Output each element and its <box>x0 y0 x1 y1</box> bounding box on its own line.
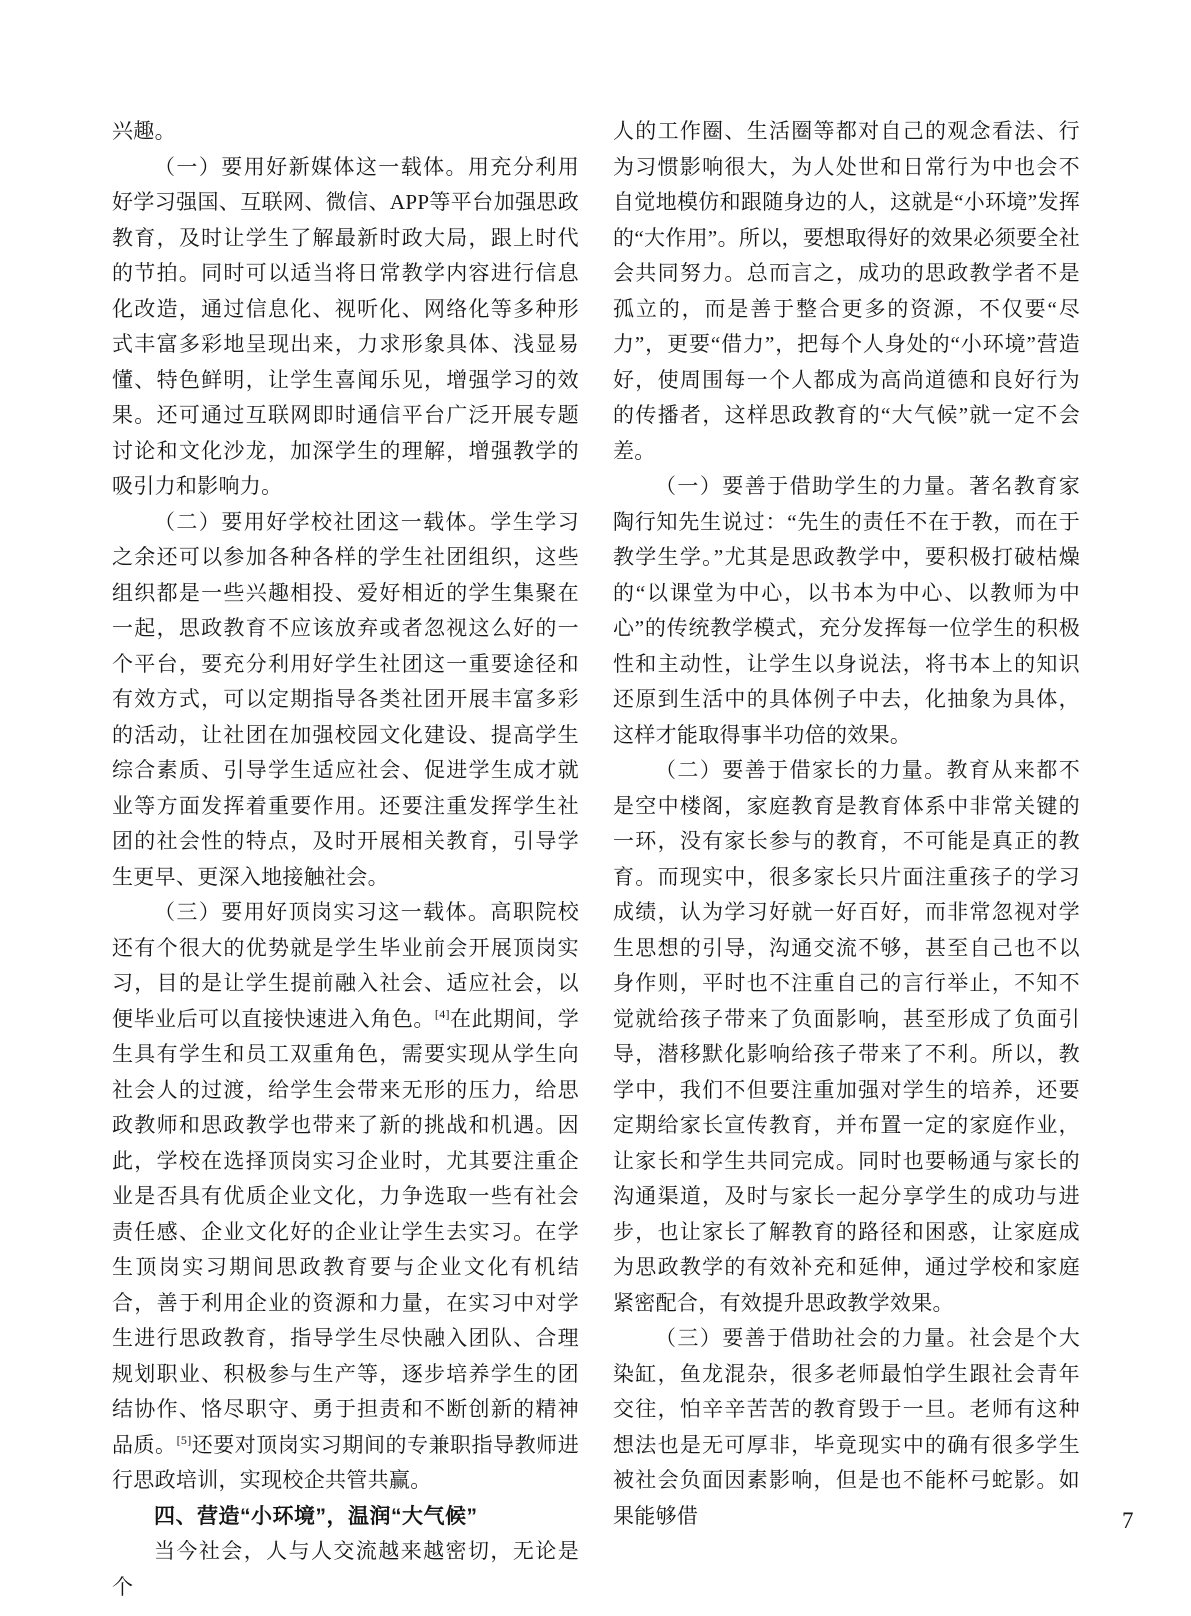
text-segment: （三）要用好顶岗实习这一载体。高职院校还有个很大的优势就是学生毕业前会开展顶岗实习，目的是让学生提前融入社会、适应社会，以便毕业后可以直接快速进入角色。 <box>112 900 579 1031</box>
text-segment: 还要对顶岗实习期间的专兼职指导教师进行思政培训，实现校企共管共赢。 <box>112 1432 579 1492</box>
paragraph-internship-carrier <box>112 895 579 1499</box>
paragraph-continuation: 兴趣。 <box>112 119 176 143</box>
left-column <box>112 114 579 1605</box>
paragraph-student-clubs-carrier: （二）要用好学校社团这一载体。学生学习之余还可以参加各种各样的学生社团组织，这些组织都是一些兴趣相投、爱好相近的学生集聚在一起，思政教育不应该放弃或者忽视这么好的一个平台，要充分利用好学生社团这一重要途径和有效方式，可以定期指导各类社团开展丰富多彩的活动，让社团在加强校园文化建设、提高学生综合素质、引导学生适应社会、促进学生成才就业等方面发挥着重要作用。还要注重发挥学生社团的社会性的特点，及时开展相关教育，引导学生更早、更深入地接触社会。 <box>112 509 579 889</box>
paragraph-borrow-society-power: （三）要善于借助社会的力量。社会是个大染缸，鱼龙混杂，很多老师最怕学生跟社会青年交往，怕辛辛苦苦的教育毁于一旦。老师有这种想法也是无可厚非，毕竟现实中的确有很多学生被社会负面因素影响，但是也不能杯弓蛇影。如果能够借 <box>613 1326 1080 1528</box>
paragraph-borrow-parent-power: （二）要善于借家长的力量。教育从来都不是空中楼阁，家庭教育是教育体系中非常关键的一环，没有家长参与的教育，不可能是真正的教育。而现实中，很多家长只片面注重孩子的学习成绩，认为学习好就一好百好，而非常忽视对学生思想的引导，沟通交流不够，甚至自己也不以身作则，平时也不注重自己的言行举止，不知不觉就给孩子带来了负面影响，甚至形成了负面引导，潜移默化影响给孩子带来了不利。所以，教学中，我们不但要注重加强对学生的培养，还要定期给家长宣传教育，并布置一定的家庭作业，让家长和学生共同完成。同时也要畅通与家长的沟通渠道，及时与家长一起分享学生的成功与进步，也让家长了解教育的路径和困惑，让家庭成为思政教学的有效补充和延伸，通过学校和家庭紧密配合，有效提升思政教学效果。 <box>613 758 1080 1315</box>
citation-ref-4: [4] <box>434 1006 450 1021</box>
paragraph-society-intro: 当今社会，人与人交流越来越密切，无论是个 <box>112 1539 579 1599</box>
text-segment: 在此期间，学生具有学生和员工双重角色，需要实现从学生向社会人的过渡，给学生会带来无形的压力，给思政教师和思政教学也带来了新的挑战和机遇。因此，学校在选择顶岗实习企业时，尤其要注重企业是否具有优质企业文化，力争选取一些有社会责任感、企业文化好的企业让学生去实习。在学生顶岗实习期间思政教育要与企业文化有机结合，善于利用企业的资源和力量，在实习中对学生进行思政教育，指导学生尽快融入团队、合理规划职业、积极参与生产等，逐步培养学生的团结协作、恪尽职守、勇于担责和不断创新的精神品质。 <box>112 1006 579 1457</box>
right-column <box>613 114 1080 1534</box>
paragraph-small-environment: 人的工作圈、生活圈等都对自己的观念看法、行为习惯影响很大，为人处世和日常行为中也会不自觉地模仿和跟随身边的人，这就是“小环境”发挥的“大作用”。所以，要想取得好的效果必须要全社会共同努力。总而言之，成功的思政教学者不是孤立的，而是善于整合更多的资源，不仅要“尽力”，更要“借力”，把每个人身处的“小环境”营造好，使周围每一个人都成为高尚道德和良好行为的传播者，这样思政教育的“大气候”就一定不会差。 <box>613 119 1080 463</box>
paragraph-borrow-student-power: （一）要善于借助学生的力量。著名教育家陶行知先生说过：“先生的责任不在于教，而在于教学生学。”尤其是思政教学中，要积极打破枯燥的“以课堂为中心，以书本为中心、以教师为中心”的传统教学模式，充分发挥每一位学生的积极性和主动性，让学生以身说法，将书本上的知识还原到生活中的具体例子中去，化抽象为具体，这样才能取得事半功倍的效果。 <box>613 474 1080 747</box>
page-number: 7 <box>1122 1508 1134 1533</box>
citation-ref-5: [5] <box>176 1432 192 1447</box>
section-heading-four: 四、营造“小环境”，温润“大气候” <box>154 1504 478 1528</box>
paragraph-new-media-carrier: （一）要用好新媒体这一载体。用充分利用好学习强国、互联网、微信、APP等平台加强思政教育，及时让学生了解最新时政大局，跟上时代的节拍。同时可以适当将日常教学内容进行信息化改造，通过信息化、视听化、网络化等多种形式丰富多彩地呈现出来，力求形象具体、浅显易懂、特色鲜明，让学生喜闻乐见，增强学习的效果。还可通过互联网即时通信平台广泛开展专题讨论和文化沙龙，加深学生的理解，增强教学的吸引力和影响力。 <box>112 154 579 498</box>
